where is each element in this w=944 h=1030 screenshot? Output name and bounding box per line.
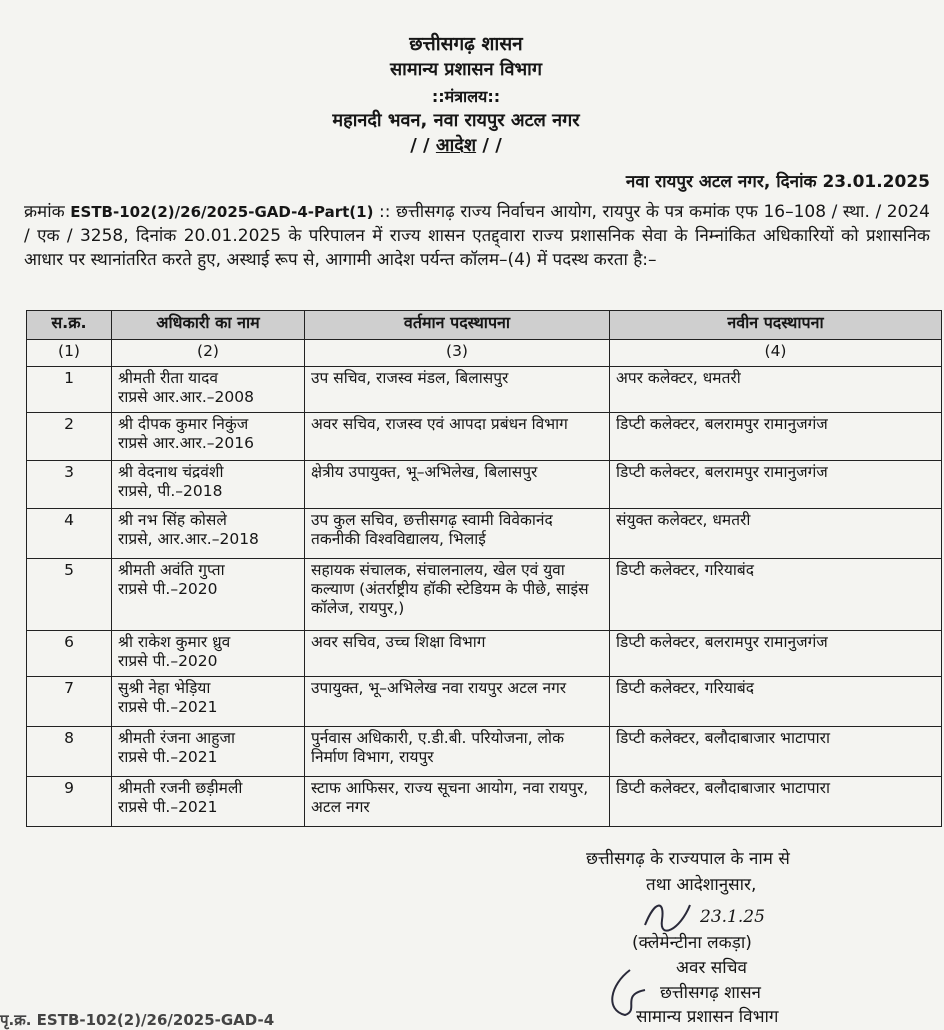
col-header-current: वर्तमान पदस्थापना: [305, 311, 610, 340]
officer-name: श्री राकेश कुमार ध्रुव: [118, 633, 231, 651]
signature-line1: छत्तीसगढ़ के राज्यपाल के नाम से: [586, 849, 790, 869]
cell-current-post: पुर्नवास अधिकारी, ए.डी.बी. परियोजना, लोक निर्माण विभाग, रायपुर: [305, 727, 610, 777]
transfer-table: [26, 310, 942, 827]
cell-officer: [112, 367, 305, 413]
table-row: [27, 777, 942, 827]
cell-current-post: अवर सचिव, उच्च शिक्षा विभाग: [305, 631, 610, 677]
cell-officer: [112, 461, 305, 509]
cell-officer: [112, 727, 305, 777]
officer-service: राप्रसे, पी.–2018: [118, 482, 223, 500]
col-header-new: नवीन पदस्थापना: [610, 311, 942, 340]
kramank-label: क्रमांक: [24, 202, 65, 222]
officer-service: राप्रसे पी.–2020: [118, 652, 218, 670]
handwritten-date: 23.1.25: [700, 907, 765, 927]
officer-name: श्री वेदनाथ चंद्रवंशी: [118, 463, 224, 481]
cell-new-post: डिप्टी कलेक्टर, बलरामपुर रामानुजगंज: [610, 461, 942, 509]
footer-endorsement: पृ.क्र. ESTB-102(2)/26/2025-GAD-4: [0, 1011, 275, 1029]
col-number: (2): [112, 340, 305, 367]
order-text: :: छत्तीसगढ़ राज्य निर्वाचन आयोग, रायपुर के पत्र कमांक एफ 16–108 / स्था. / 2024 / एक / 3258, दिनांक 20.01.2025 के परिपालन में राज्य शासन एतद्द्वारा राज्य प्रशासनिक सेवा के निम्नांकित अधिकारियों को प्रशासनिक आधार पर स्थानांतरित करते हुए, अस्थाई रूप से, आगामी आदेश पर्यन्त कॉलम–(4) में पदस्थ करता है:–: [24, 202, 931, 270]
signatory-government: छत्तीसगढ़ शासन: [660, 983, 761, 1003]
officer-service: राप्रसे आर.आर.–2008: [118, 388, 254, 406]
officer-service: राप्रसे पी.–2021: [118, 698, 218, 716]
officer-name: श्रीमती रजनी छड़ीमली: [118, 779, 243, 797]
header-address: महानदी भवन, नवा रायपुर अटल नगर: [332, 110, 580, 131]
cell-current-post: क्षेत्रीय उपायुक्त, भू–अभिलेख, बिलासपुर: [305, 461, 610, 509]
signatory-designation: अवर सचिव: [676, 958, 747, 978]
cell-current-post: अवर सचिव, राजस्व एवं आपदा प्रबंधन विभाग: [305, 413, 610, 461]
table-header-row: [27, 311, 942, 340]
order-heading: [0, 133, 928, 157]
officer-name: श्रीमती अवंति गुप्ता: [118, 561, 225, 579]
header-government: छत्तीसगढ़ शासन: [409, 33, 523, 55]
cell-sn: 3: [27, 461, 112, 509]
table-row: [27, 367, 942, 413]
officer-name: श्रीमती रंजना आहुजा: [118, 729, 236, 747]
place-date-line: नवा रायपुर अटल नगर, दिनांक 23.01.2025: [625, 172, 930, 192]
cell-officer: [112, 631, 305, 677]
cell-current-post: स्टाफ आफिसर, राज्य सूचना आयोग, नवा रायपुर, अटल नगर: [305, 777, 610, 827]
cell-sn: 5: [27, 559, 112, 631]
table-row: [27, 413, 942, 461]
officer-service: राप्रसे पी.–2020: [118, 580, 218, 598]
cell-officer: [112, 677, 305, 727]
cell-sn: 6: [27, 631, 112, 677]
officer-name: सुश्री नेहा भेड़िया: [118, 679, 211, 697]
col-header-name: अधिकारी का नाम: [112, 311, 305, 340]
cell-sn: 1: [27, 367, 112, 413]
order-paragraph: [24, 200, 930, 272]
cell-new-post: डिप्टी कलेक्टर, बलरामपुर रामानुजगंज: [610, 631, 942, 677]
header-ministry: ::मंत्रालय::: [431, 87, 501, 106]
table-row: [27, 461, 942, 509]
officer-name: श्री नभ सिंह कोसले: [118, 511, 227, 529]
cell-sn: 4: [27, 509, 112, 559]
order-number: ESTB-102(2)/26/2025-GAD-4-Part(1): [70, 203, 374, 221]
cell-new-post: अपर कलेक्टर, धमतरी: [610, 367, 942, 413]
cell-sn: 9: [27, 777, 112, 827]
officer-service: राप्रसे पी.–2021: [118, 798, 218, 816]
table-row: [27, 509, 942, 559]
cell-current-post: उप कुल सचिव, छत्तीसगढ़ स्वामी विवेकानंद तकनीकी विश्वविद्यालय, भिलाई: [305, 509, 610, 559]
signature-scribble-icon: [640, 895, 710, 935]
cell-sn: 2: [27, 413, 112, 461]
cell-current-post: उप सचिव, राजस्व मंडल, बिलासपुर: [305, 367, 610, 413]
order-suffix: / /: [482, 135, 502, 156]
officer-name: श्रीमती रीता यादव: [118, 369, 219, 387]
table-row: [27, 677, 942, 727]
cell-sn: 8: [27, 727, 112, 777]
officer-name: श्री दीपक कुमार निकुंज: [118, 415, 249, 433]
officer-service: राप्रसे आर.आर.–2016: [118, 434, 254, 452]
signatory-name: (क्लेमेन्टीना लकड़ा): [632, 933, 752, 953]
cell-current-post: सहायक संचालक, संचालनालय, खेल एवं युवा कल्याण (अंतर्राष्ट्रीय हॉकी स्टेडियम के पीछे, साइंस कॉलेज, रायपुर,): [305, 559, 610, 631]
table-row: [27, 559, 942, 631]
cell-current-post: उपायुक्त, भू–अभिलेख नवा रायपुर अटल नगर: [305, 677, 610, 727]
cell-officer: [112, 413, 305, 461]
cell-new-post: डिप्टी कलेक्टर, बलौदाबाजार भाटापारा: [610, 727, 942, 777]
cell-officer: [112, 777, 305, 827]
order-prefix: / /: [410, 135, 430, 156]
table-row: [27, 631, 942, 677]
cell-new-post: संयुक्त कलेक्टर, धमतरी: [610, 509, 942, 559]
cell-sn: 7: [27, 677, 112, 727]
cell-officer: [112, 559, 305, 631]
col-number: (4): [610, 340, 942, 367]
col-header-sn: स.क्र.: [27, 311, 112, 340]
col-number: (1): [27, 340, 112, 367]
signature-line2: तथा आदेशानुसार,: [646, 875, 757, 895]
cell-new-post: डिप्टी कलेक्टर, बलरामपुर रामानुजगंज: [610, 413, 942, 461]
officer-service: राप्रसे, आर.आर.–2018: [118, 530, 259, 548]
column-number-row: [27, 340, 942, 367]
cell-new-post: डिप्टी कलेक्टर, बलौदाबाजार भाटापारा: [610, 777, 942, 827]
cell-new-post: डिप्टी कलेक्टर, गरियाबंद: [610, 559, 942, 631]
header-department: सामान्य प्रशासन विभाग: [390, 59, 542, 80]
table-row: [27, 727, 942, 777]
cell-officer: [112, 509, 305, 559]
officer-service: राप्रसे पी.–2021: [118, 748, 218, 766]
order-word: आदेश: [435, 135, 477, 156]
cell-new-post: डिप्टी कलेक्टर, गरियाबंद: [610, 677, 942, 727]
col-number: (3): [305, 340, 610, 367]
signatory-department: सामान्य प्रशासन विभाग: [636, 1007, 779, 1027]
